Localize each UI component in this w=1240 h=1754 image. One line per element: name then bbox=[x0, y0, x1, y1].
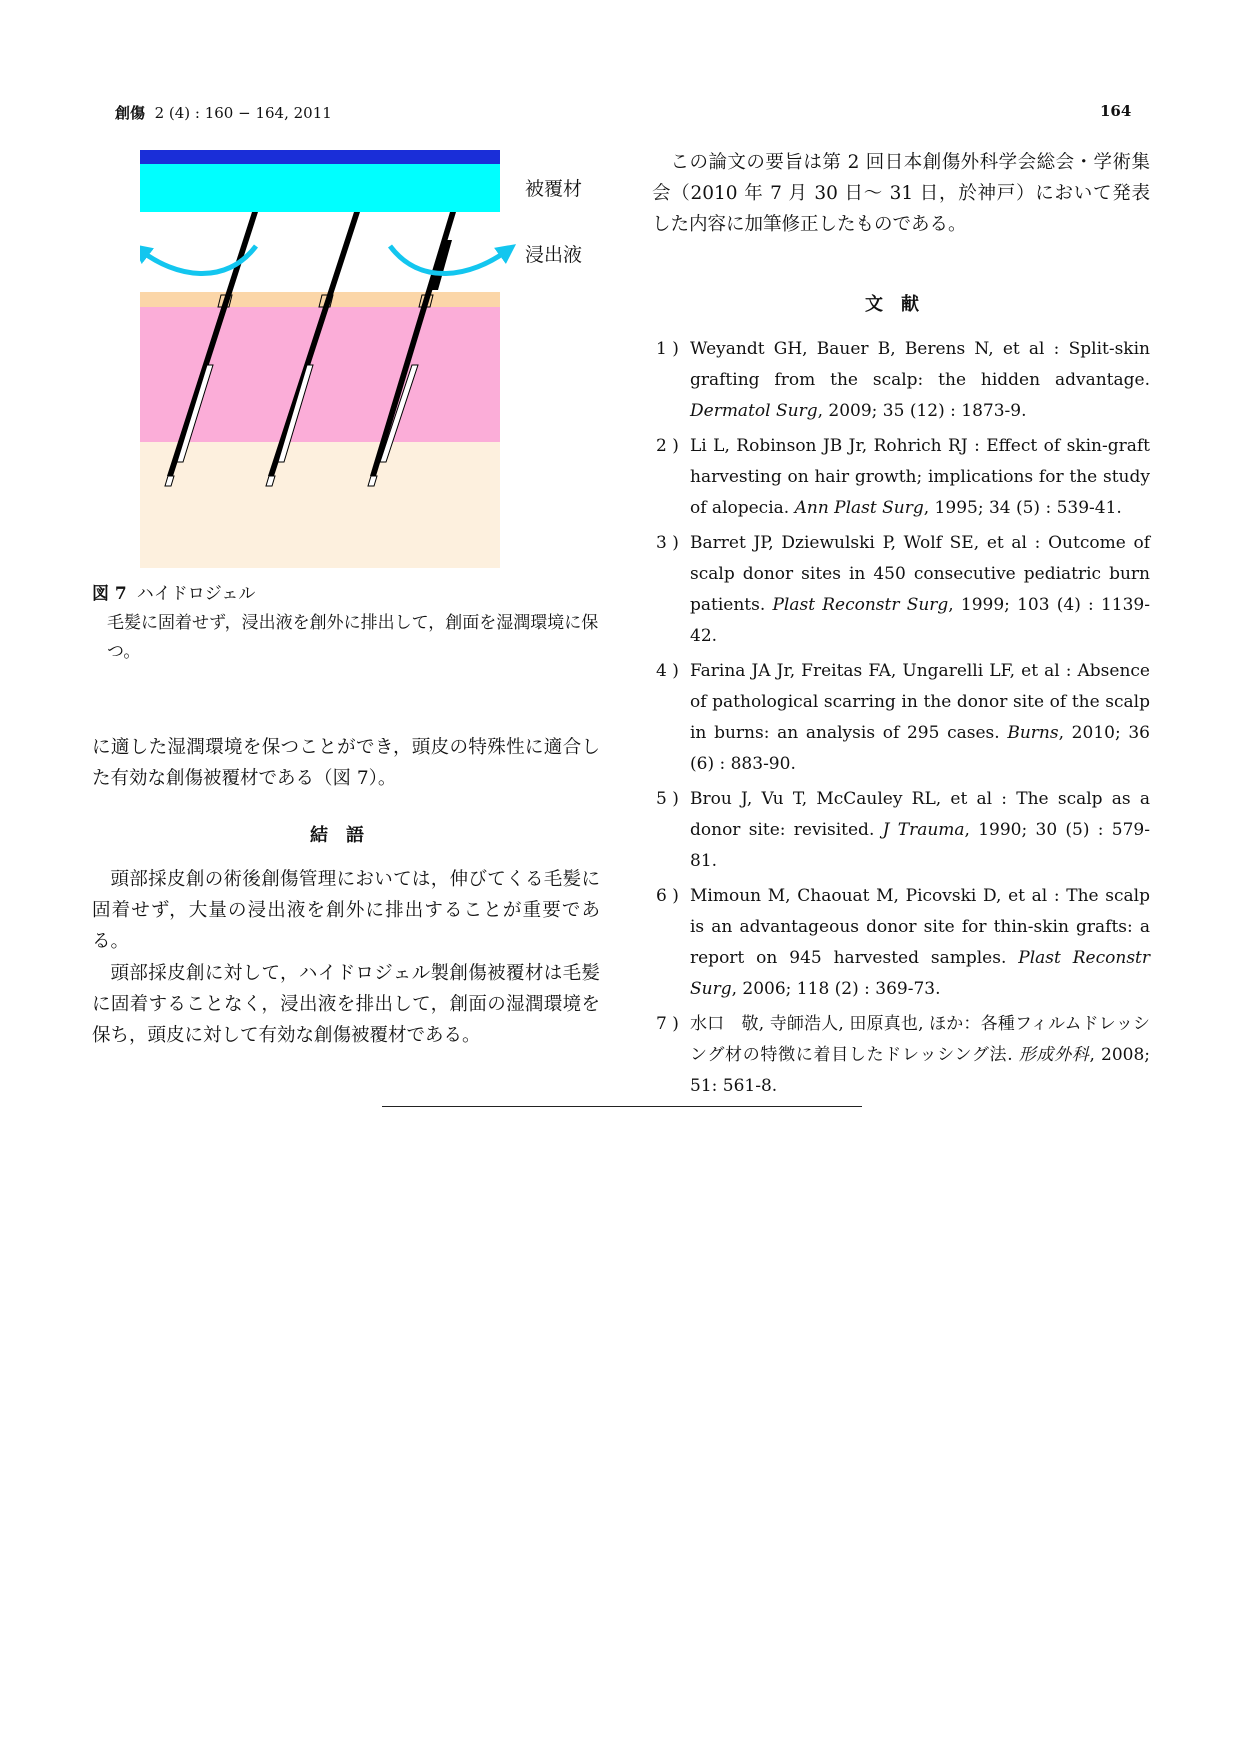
references-heading: 文献 bbox=[865, 294, 937, 315]
figure-7-diagram bbox=[140, 150, 600, 570]
reference-item: 2 ) Li L, Robinson JB Jr, Rohrich RJ : Effect of skin-graft harvesting on hair growth; implications for the study of alopecia. Ann Plast Surg, 1995; 34 (5) : 539-41. bbox=[656, 436, 1150, 518]
journal-name: 創傷 bbox=[115, 104, 146, 122]
figure-caption bbox=[92, 580, 600, 667]
subcutis-layer bbox=[140, 442, 500, 568]
conclusion-heading: 結語 bbox=[310, 825, 382, 846]
reference-item: 7 ) 水口 敬, 寺師浩人, 田原真也, ほか：各種フィルムドレッシング材の特徴に着目したドレッシング法. 形成外科, 2008; 51: 561-8. bbox=[656, 1014, 1150, 1096]
label-dressing: 被覆材 bbox=[525, 178, 583, 200]
end-rule bbox=[382, 1106, 862, 1107]
conclusion-paragraph-2: 頭部採皮創に対して，ハイドロジェル製創傷被覆材は毛髪に固着することなく，浸出液を排出して，創面の湿潤環境を保ち，頭皮に対して有効な創傷被覆材である。 bbox=[92, 963, 600, 1046]
reference-list bbox=[652, 334, 1150, 1106]
dressing-top-band bbox=[140, 150, 500, 164]
citation: 2 (4) : 160 − 164, 2011 bbox=[154, 104, 332, 122]
running-header bbox=[115, 102, 332, 123]
reference-item: 6 ) Mimoun M, Chaouat M, Picovski D, et al : The scalp is an advantageous donor site for thin-skin grafts: a report on 945 harvested samples. Plast Reconstr Surg, 2006; 118 (2) : 369-73. bbox=[656, 886, 1150, 999]
reference-item: 3 ) Barret JP, Dziewulski P, Wolf SE, et al : Outcome of scalp donor sites in 450 consecutive pediatric burn patients. Plast Reconstr Surg, 1999; 103 (4) : 1139-42. bbox=[656, 533, 1150, 646]
caption-number: 図 7 bbox=[92, 584, 127, 604]
reference-item: 5 ) Brou J, Vu T, McCauley RL, et al : The scalp as a donor site: revisited. J Trauma, 1990; 30 (5) : 579-81. bbox=[656, 789, 1150, 871]
label-exudate: 浸出液 bbox=[525, 244, 583, 266]
caption-text: 毛髪に固着せず，浸出液を創外に排出して，創面を湿潤環境に保つ。 bbox=[107, 613, 599, 662]
conclusion-paragraph-1: 頭部採皮創の術後創傷管理においては，伸びてくる毛髪に固着せず，大量の浸出液を創外に排出することが重要である。 bbox=[92, 869, 600, 952]
reference-item: 1 ) Weyandt GH, Bauer B, Berens N, et al : Split-skin grafting from the scalp: the hidden advantage. Dermatol Surg, 2009; 35 (12) : 1873-9. bbox=[656, 339, 1150, 421]
page-number: 164 bbox=[1100, 102, 1132, 120]
acknowledgement: この論文の要旨は第 2 回日本創傷外科学会総会・学術集会（2010 年 7 月 30 日〜 31 日，於神戸）において発表した内容に加筆修正したものである。 bbox=[652, 152, 1150, 235]
continuation-paragraph: に適した湿潤環境を保つことができ，頭皮の特殊性に適合した有効な創傷被覆材である（図 7）。 bbox=[92, 737, 600, 789]
reference-item: 4 ) Farina JA Jr, Freitas FA, Ungarelli LF, et al : Absence of pathological scarring in the donor site of the scalp in burns: an analysis of 295 cases. Burns, 2010; 36 (6) : 883-90. bbox=[656, 661, 1150, 774]
caption-title: ハイドロジェル bbox=[136, 584, 256, 604]
